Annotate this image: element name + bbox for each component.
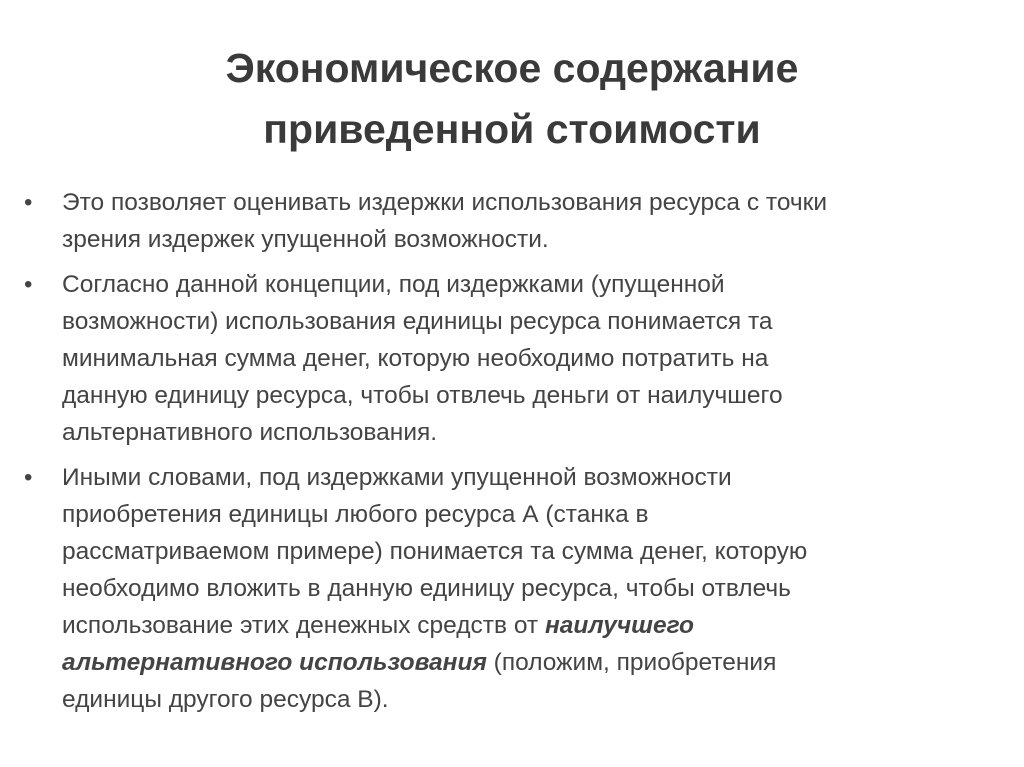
emphasized-text: альтернативного использования xyxy=(62,649,487,676)
bullet-list xyxy=(24,184,984,726)
text-line: данную единицу ресурса, чтобы отвлечь деньги от наилучшего xyxy=(62,382,783,409)
text-line: необходимо вложить в данную единицу ресурса, чтобы отвлечь xyxy=(62,575,791,602)
title-line-1: Экономическое содержание xyxy=(225,45,799,91)
text-line xyxy=(62,644,984,681)
text-line: Это позволяет оценивать издержки использования ресурса с точки xyxy=(62,189,828,216)
title-line-2: приведенной стоимости xyxy=(263,106,761,152)
bullet-item xyxy=(24,459,984,718)
text-line: альтернативного использования. xyxy=(62,419,438,446)
text-plain: использование этих денежных средств от xyxy=(62,612,545,639)
text-line: единицы другого ресурса В). xyxy=(62,686,389,713)
bullet-marker: • xyxy=(24,464,33,491)
text-line: возможности) использования единицы ресурса понимается та xyxy=(62,308,773,335)
bullet-item xyxy=(24,266,984,451)
text-line: рассматриваемом примере) понимается та сумма денег, которую xyxy=(62,538,808,565)
text-line: зрения издержек упущенной возможности. xyxy=(62,226,549,253)
text-line: Иными словами, под издержками упущенной возможности xyxy=(62,464,732,491)
text-line: Согласно данной концепции, под издержками (упущенной xyxy=(62,271,725,298)
text-line: минимальная сумма денег, которую необходимо потратить на xyxy=(62,345,769,372)
bullet-text xyxy=(62,266,984,451)
bullet-text xyxy=(62,184,984,258)
emphasized-text: наилучшего xyxy=(544,612,694,639)
bullet-text xyxy=(62,459,984,718)
bullet-marker: • xyxy=(24,189,33,216)
text-plain: (положим, приобретения xyxy=(486,649,777,676)
slide-title xyxy=(0,38,1024,160)
text-line: приобретения единицы любого ресурса А (станка в xyxy=(62,501,649,528)
text-line xyxy=(62,607,984,644)
bullet-item xyxy=(24,184,984,258)
bullet-marker: • xyxy=(24,271,33,298)
